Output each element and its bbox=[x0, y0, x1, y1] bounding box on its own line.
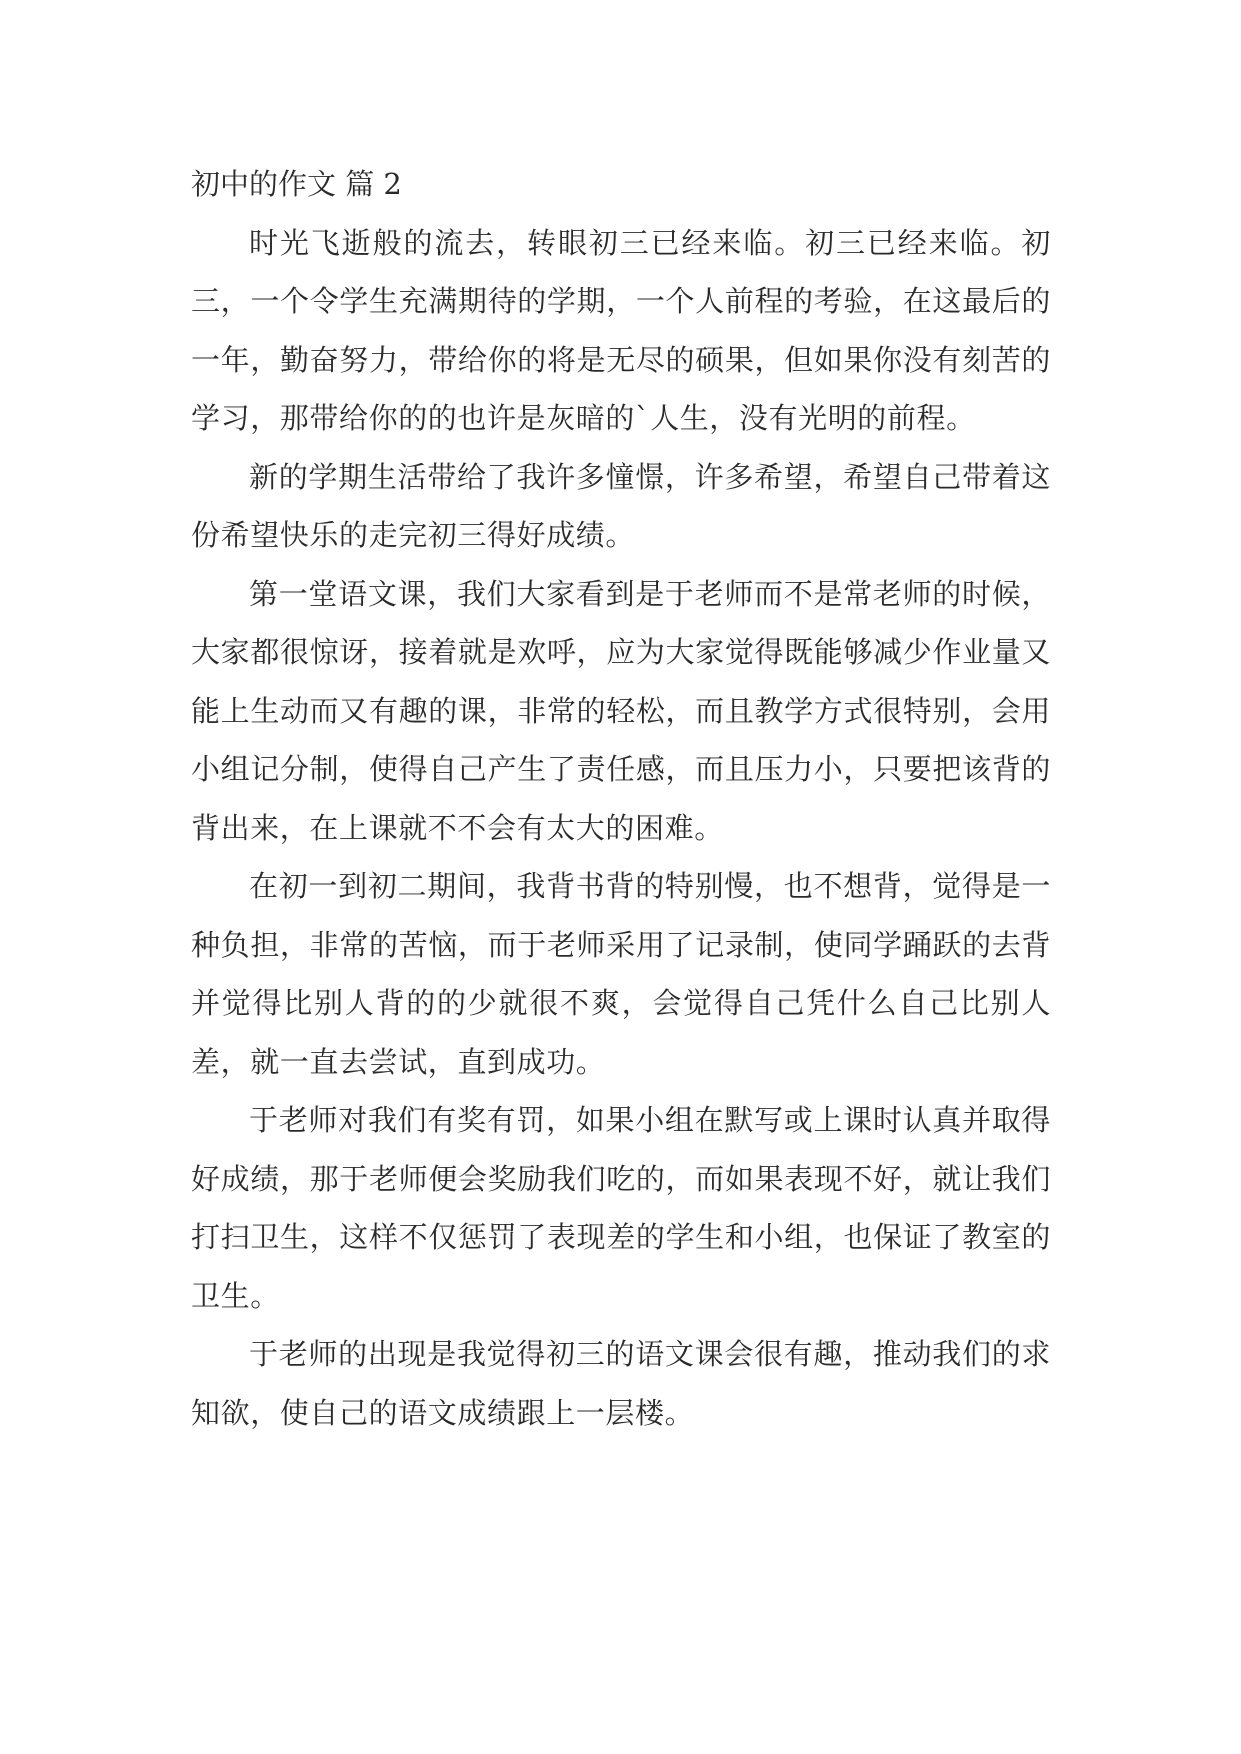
paragraph: 第一堂语文课，我们大家看到是于老师而不是常老师的时候，大家都很惊讶，接着就是欢呼，应为大家觉得既能够减少作业量又能上生动而又有趣的课，非常的轻松，而且教学方式很特别，会用小组记分制，使得自己产生了责任感，而且压力小，只要把该背的背出来，在上课就不不会有太大的困难。 bbox=[191, 576, 1051, 845]
paragraph: 于老师对我们有奖有罚，如果小组在默写或上课时认真并取得好成绩，那于老师便会奖励我们吃的，而如果表现不好，就让我们打扫卫生，这样不仅惩罚了表现差的学生和小组，也保证了教室的卫生。 bbox=[191, 1103, 1051, 1313]
paragraph: 新的学期生活带给了我许多憧憬，许多希望，希望自己带着这份希望快乐的走完初三得好成绩。 bbox=[191, 459, 1051, 552]
paragraph: 于老师的出现是我觉得初三的语文课会很有趣，推动我们的求知欲，使自己的语文成绩跟上一层楼。 bbox=[191, 1337, 1051, 1430]
paragraph: 在初一到初二期间，我背书背的特别慢，也不想背，觉得是一种负担，非常的苦恼，而于老师采用了记录制，使同学踊跃的去背并觉得比别人背的的少就很不爽，会觉得自己凭什么自己比别人差，就一直去尝试，直到成功。 bbox=[191, 869, 1051, 1079]
document-body bbox=[191, 155, 1051, 1442]
document-title: 初中的作文 篇 2 bbox=[191, 167, 402, 201]
paragraph: 时光飞逝般的流去，转眼初三已经来临。初三已经来临。初三，一个令学生充满期待的学期，一个人前程的考验，在这最后的一年，勤奋努力，带给你的将是无尽的硕果，但如果你没有刻苦的学习，那带给你的的也许是灰暗的`人生，没有光明的前程。 bbox=[191, 225, 1051, 435]
